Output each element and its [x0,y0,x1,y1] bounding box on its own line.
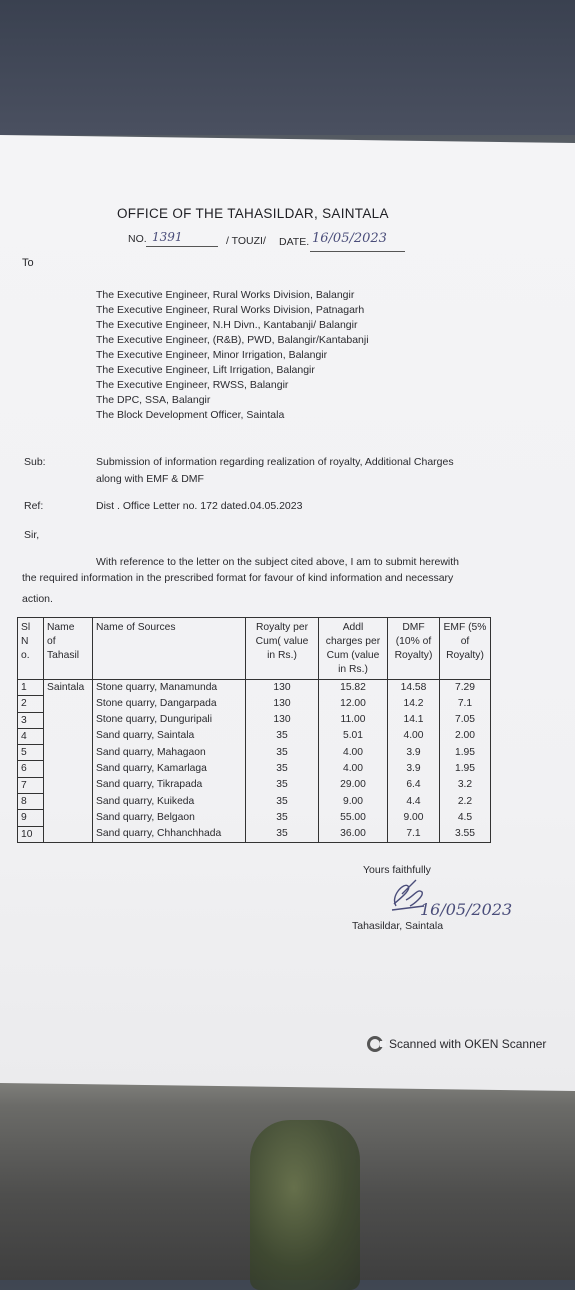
sl-cell: 9 [18,810,44,826]
sl-cell: 1 [18,680,44,696]
royalty-cell: 35 [246,761,319,777]
addressee: The DPC, SSA, Balangir [96,394,211,406]
header-source: Name of Sources [93,618,246,680]
source-cell: Sand quarry, Tikrapada [93,777,246,793]
sl-cell: 6 [18,761,44,777]
header-dmf: DMF (10% of Royalty) [388,618,440,680]
header-tahasil: Name of Tahasil [44,618,93,680]
royalty-cell: 35 [246,745,319,761]
emf-cell: 1.95 [440,761,491,777]
bottle [250,1120,360,1290]
addressee: The Executive Engineer, RWSS, Balangir [96,379,289,391]
dmf-cell: 6.4 [388,777,440,793]
closing-yours: Yours faithfully [363,864,431,876]
tahasil-cell [44,826,93,842]
sl-cell: 3 [18,712,44,728]
royalty-cell: 35 [246,794,319,810]
tahasil-cell [44,761,93,777]
tahasil-cell [44,777,93,793]
source-cell: Stone quarry, Manamunda [93,680,246,696]
subject-label: Sub: [24,456,46,468]
tahasil-cell [44,810,93,826]
table-row [18,728,491,744]
addressee: The Executive Engineer, Lift Irrigation, Balangir [96,364,315,376]
addressee: The Executive Engineer, Rural Works Division, Patnagarh [96,304,365,316]
emf-cell: 3.2 [440,777,491,793]
source-cell: Sand quarry, Saintala [93,728,246,744]
table-row [18,680,491,696]
tahasil-cell [44,794,93,810]
date-line [310,251,405,252]
sl-cell: 8 [18,794,44,810]
royalty-cell: 35 [246,810,319,826]
emf-cell: 2.2 [440,794,491,810]
source-cell: Sand quarry, Mahagaon [93,745,246,761]
source-cell: Sand quarry, Kuikeda [93,794,246,810]
header-sl: Sl N o. [18,618,44,680]
dmf-cell: 9.00 [388,810,440,826]
body-line: With reference to the letter on the subject cited above, I am to submit herewith [96,556,460,568]
reference-text: Dist . Office Letter no. 172 dated.04.05.2023 [96,500,303,512]
sl-cell: 5 [18,745,44,761]
table-header-row [18,618,491,680]
letter-number-label: NO. [128,233,147,245]
designation: Tahasildar, Saintala [352,920,444,932]
table-row [18,712,491,728]
table-row [18,794,491,810]
subject-line: along with EMF & DMF [96,473,204,485]
source-cell: Stone quarry, Dunguripali [93,712,246,728]
addl-charges-cell: 4.00 [319,745,388,761]
header-emf: EMF (5% of Royalty) [440,618,491,680]
header-royalty: Royalty per Cum( value in Rs.) [246,618,319,680]
addressee: The Block Development Officer, Saintala [96,409,285,421]
source-cell: Stone quarry, Dangarpada [93,696,246,712]
body-line: the required information in the prescribed format for favour of kind information and necessary [22,572,454,584]
emf-cell: 3.55 [440,826,491,842]
royalty-table [17,617,491,843]
tahasil-cell: Saintala [44,680,93,696]
addl-charges-cell: 29.00 [319,777,388,793]
sl-cell: 2 [18,696,44,712]
emf-cell: 2.00 [440,728,491,744]
source-cell: Sand quarry, Chhanchhada [93,826,246,842]
office-title: OFFICE OF THE TAHASILDAR, SAINTALA [117,206,389,221]
tahasil-cell [44,696,93,712]
dmf-cell: 14.1 [388,712,440,728]
letter-number-line [146,246,218,247]
sl-cell: 7 [18,777,44,793]
tahasil-cell [44,745,93,761]
addl-charges-cell: 5.01 [319,728,388,744]
addl-charges-cell: 4.00 [319,761,388,777]
subject-line: Submission of information regarding realization of royalty, Additional Charges [96,456,454,468]
table-row [18,810,491,826]
table-row [18,696,491,712]
salutation: Sir, [24,529,40,541]
source-cell: Sand quarry, Kamarlaga [93,761,246,777]
royalty-cell: 130 [246,680,319,696]
emf-cell: 7.29 [440,680,491,696]
letter-number-value: 1391 [152,230,183,244]
addl-charges-cell: 36.00 [319,826,388,842]
sl-cell: 10 [18,826,44,842]
royalty-cell: 130 [246,712,319,728]
emf-cell: 4.5 [440,810,491,826]
touzi-label: / TOUZI/ [226,235,266,247]
table-row [18,745,491,761]
addressee: The Executive Engineer, Minor Irrigation, Balangir [96,349,328,361]
royalty-cell: 130 [246,696,319,712]
document-page [0,135,575,1091]
scanner-watermark [367,1036,546,1052]
royalty-cell: 35 [246,777,319,793]
addl-charges-cell: 55.00 [319,810,388,826]
scanner-text: Scanned with OKEN Scanner [389,1037,547,1051]
dmf-cell: 7.1 [388,826,440,842]
royalty-cell: 35 [246,728,319,744]
source-cell: Sand quarry, Belgaon [93,810,246,826]
dmf-cell: 4.00 [388,728,440,744]
scanner-icon [367,1036,383,1052]
dmf-cell: 4.4 [388,794,440,810]
table-row [18,826,491,842]
sl-cell: 4 [18,728,44,744]
dmf-cell: 3.9 [388,761,440,777]
dmf-cell: 14.2 [388,696,440,712]
header-addl-charges: Addl charges per Cum (value in Rs.) [319,618,388,680]
table-row [18,761,491,777]
tahasil-cell [44,728,93,744]
addl-charges-cell: 9.00 [319,794,388,810]
to-label: To [22,257,34,269]
emf-cell: 7.1 [440,696,491,712]
addl-charges-cell: 12.00 [319,696,388,712]
date-value: 16/05/2023 [312,231,387,246]
royalty-cell: 35 [246,826,319,842]
addressee: The Executive Engineer, Rural Works Division, Balangir [96,289,355,301]
signature-date: 16/05/2023 [420,900,513,919]
body-line: action. [22,593,53,605]
date-label: DATE. [279,236,310,248]
background-top [0,0,575,135]
emf-cell: 7.05 [440,712,491,728]
table-row [18,777,491,793]
addl-charges-cell: 11.00 [319,712,388,728]
addressee: The Executive Engineer, (R&B), PWD, Balangir/Kantabanji [96,334,369,346]
addl-charges-cell: 15.82 [319,680,388,696]
dmf-cell: 3.9 [388,745,440,761]
dmf-cell: 14.58 [388,680,440,696]
tahasil-cell [44,712,93,728]
addressee: The Executive Engineer, N.H Divn., Kantabanji/ Balangir [96,319,358,331]
emf-cell: 1.95 [440,745,491,761]
reference-label: Ref: [24,500,44,512]
